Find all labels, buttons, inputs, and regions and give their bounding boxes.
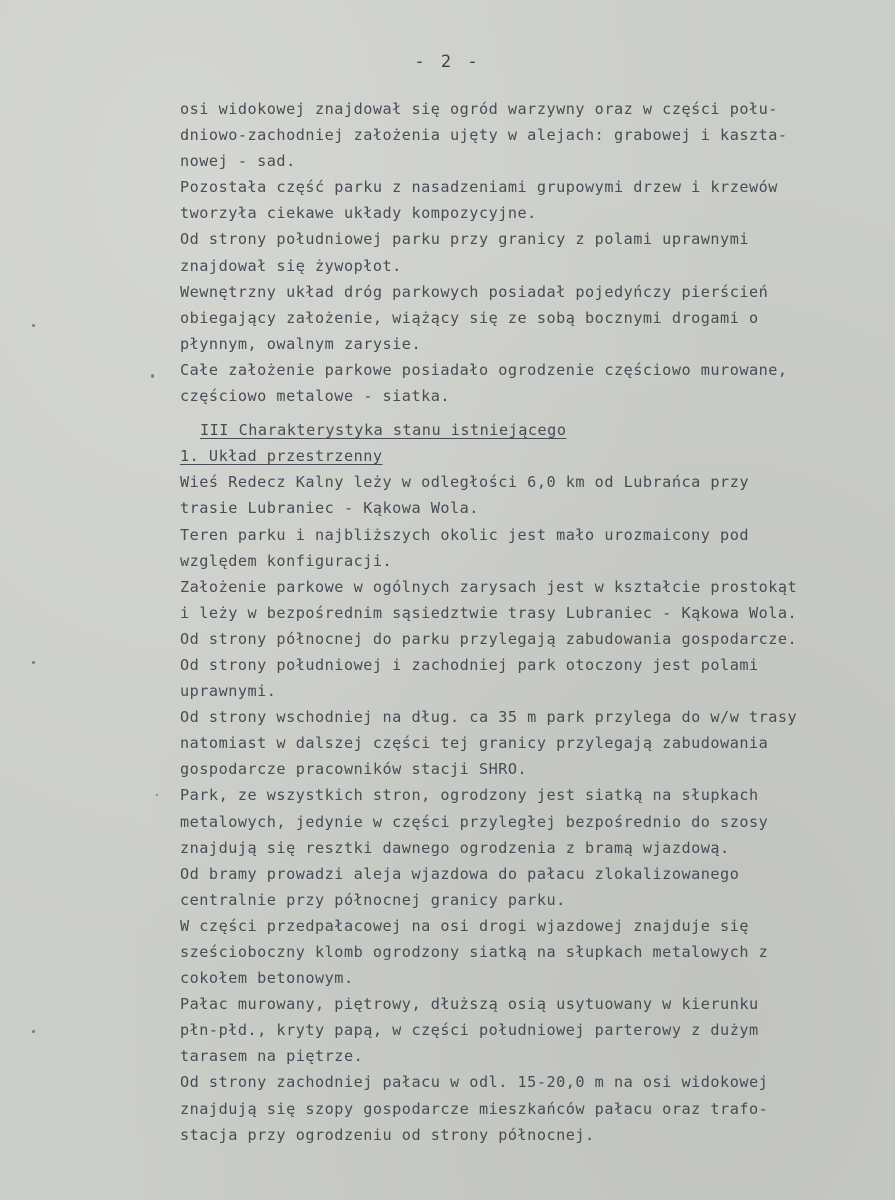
text-line: trasie Lubraniec - Kąkowa Wola. [180, 499, 479, 518]
text-line: Całe założenie parkowe posiadało ogrodzenie częściowo murowane, [180, 360, 788, 379]
text-line: płn-płd., kryty papą, w części południowej parterowy z dużym [180, 1021, 759, 1040]
text-line: i leży w bezpośrednim sąsiedztwie trasy Lubraniec - Kąkowa Wola. [180, 603, 798, 622]
text-line: Od strony południowej parku przy granicy z polami uprawnymi [180, 230, 749, 249]
text-line: gospodarcze pracowników stacji SHRO. [180, 760, 528, 779]
text-line: dniowo-zachodniej założenia ujęty w alejach: grabowej i kaszta- [180, 126, 788, 145]
document-body [180, 96, 885, 1148]
text-line: znajdują się resztki dawnego ogrodzenia z bramą wjazdową. [180, 838, 730, 857]
text-line: Wewnętrzny układ dróg parkowych posiadał pojedyńczy pierścień [180, 282, 769, 301]
text-line: cokołem betonowym. [180, 969, 354, 988]
text-line: Park, ze wszystkich stron, ogrodzony jest siatką na słupkach [180, 786, 759, 805]
text-line: Od strony północnej do parku przylegają zabudowania gospodarcze. [180, 629, 798, 648]
text-line: obiegający założenie, wiążący się ze sobą bocznymi drogami o [180, 308, 759, 327]
text-line: Teren parku i najbliższych okolic jest mało urozmaicony pod [180, 525, 749, 544]
text-line: W części przedpałacowej na osi drogi wjazdowej znajduje się [180, 916, 749, 935]
text-line: tworzyła ciekawe układy kompozycyjne. [180, 204, 537, 223]
text-line: częściowo metalowe - siatka. [180, 387, 451, 406]
scan-speck [151, 374, 154, 378]
text-line: Od strony wschodniej na dług. ca 35 m park przylega do w/w trasy [180, 708, 798, 727]
text-line: Wieś Redecz Kalny leży w odległości 6,0 km od Lubrańca przy [180, 473, 749, 492]
text-line: osi widokowej znajdował się ogród warzywny oraz w części połu- [180, 100, 778, 118]
text-line: płynnym, owalnym zarysie. [180, 334, 422, 353]
page-number: - 2 - [414, 52, 481, 72]
text-line: Od bramy prowadzi aleja wjazdowa do pałacu zlokalizowanego [180, 864, 740, 883]
text-line: sześcioboczny klomb ogrodzony siatką na słupkach metalowych z [180, 943, 769, 961]
text-line: centralnie przy północnej granicy parku. [180, 890, 566, 909]
text-line: znajdują się szopy gospodarcze mieszkańców pałacu oraz trafo- [180, 1099, 769, 1118]
text-line: natomiast w dalszej części tej granicy przylegają zabudowania [180, 734, 769, 753]
paragraph-park-history [180, 96, 885, 409]
scan-speck [156, 794, 158, 796]
text-line: Pozostała część parku z nasadzeniami grupowymi drzew i krzewów [180, 178, 778, 197]
text-line: tarasem na piętrze. [180, 1047, 364, 1066]
scan-speck [32, 1030, 35, 1033]
text-line: Od strony zachodniej pałacu w odl. 15-20,0 m na osi widokowej [180, 1073, 769, 1092]
subsection-heading: 1. Układ przestrzenny [180, 447, 383, 466]
text-line: stacja przy ogrodzeniu od strony północnej. [180, 1125, 595, 1144]
scan-speck [32, 324, 35, 327]
text-line: Od strony południowej i zachodniej park otoczony jest polami [180, 655, 759, 674]
text-line: Pałac murowany, piętrowy, dłuższą osią usytuowany w kierunku [180, 995, 759, 1014]
text-line: znajdował się żywopłot. [180, 256, 402, 275]
paragraph-spatial-layout [180, 469, 885, 1147]
text-line: metalowych, jedynie w części przyległej bezpośrednio do szosy [180, 812, 769, 831]
text-line: uprawnymi. [180, 682, 277, 701]
section-heading: III Charakterystyka stanu istniejącego [200, 421, 567, 440]
text-line: Założenie parkowe w ogólnych zarysach jest w kształcie prostokąt [180, 577, 798, 596]
text-line: względem konfiguracji. [180, 551, 393, 570]
scan-speck [32, 661, 35, 664]
text-line: nowej - sad. [180, 152, 296, 171]
